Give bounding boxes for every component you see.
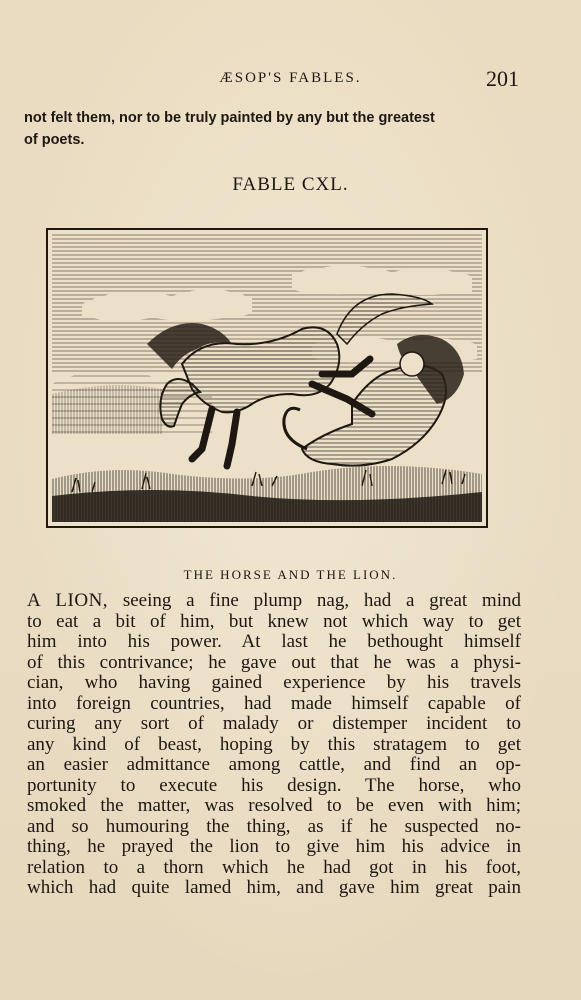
text-line: smoked the matter, was resolved to be even with him; — [27, 795, 521, 816]
illustration-caption: THE HORSE AND THE LION. — [183, 567, 398, 582]
drop-word: A LION, — [27, 590, 109, 611]
text-line: of poets. — [24, 132, 85, 148]
text-line: of this contrivance; he gave out that he was a physi- — [27, 651, 521, 673]
text-line: any kind of beast, hoping by this stratagem to get — [27, 733, 521, 755]
woodcut-illustration — [46, 228, 488, 528]
text-line: relation to a thorn which he had got in his foot, — [27, 856, 521, 878]
text-line: to eat a bit of him, but knew not which way to get — [27, 610, 521, 632]
page-number: 201 — [486, 66, 519, 91]
text-line: him into his power. At last he bethought himself — [27, 631, 521, 652]
fable-body — [27, 591, 521, 899]
running-title: ÆSOP'S FABLES. — [219, 70, 362, 86]
text-line: into foreign countries, had made himself capable of — [27, 692, 521, 714]
text-line: which had quite lamed him, and gave him great pain — [27, 877, 521, 898]
continued-text — [24, 107, 524, 151]
text-line: not felt them, nor to be truly painted by any but the greatest — [24, 110, 435, 126]
text-line: an easier admittance among cattle, and find an op- — [27, 754, 521, 775]
text-line — [27, 591, 521, 612]
text-line: cian, who having gained experience by his travels — [27, 672, 521, 693]
text-line: and so humouring the thing, as if he suspected no- — [27, 815, 521, 837]
text-line: thing, he prayed the lion to give him his advice in — [27, 836, 521, 857]
fable-title: FABLE CXL. — [232, 174, 349, 195]
running-head — [0, 66, 581, 90]
first-line-text: seeing a fine plump nag, had a great mind — [108, 590, 521, 611]
text-line: portunity to execute his design. The horse, who — [27, 774, 521, 796]
text-line: curing any sort of malady or distemper incident to — [27, 713, 521, 734]
horse-kicking-lion-engraving — [52, 234, 482, 522]
